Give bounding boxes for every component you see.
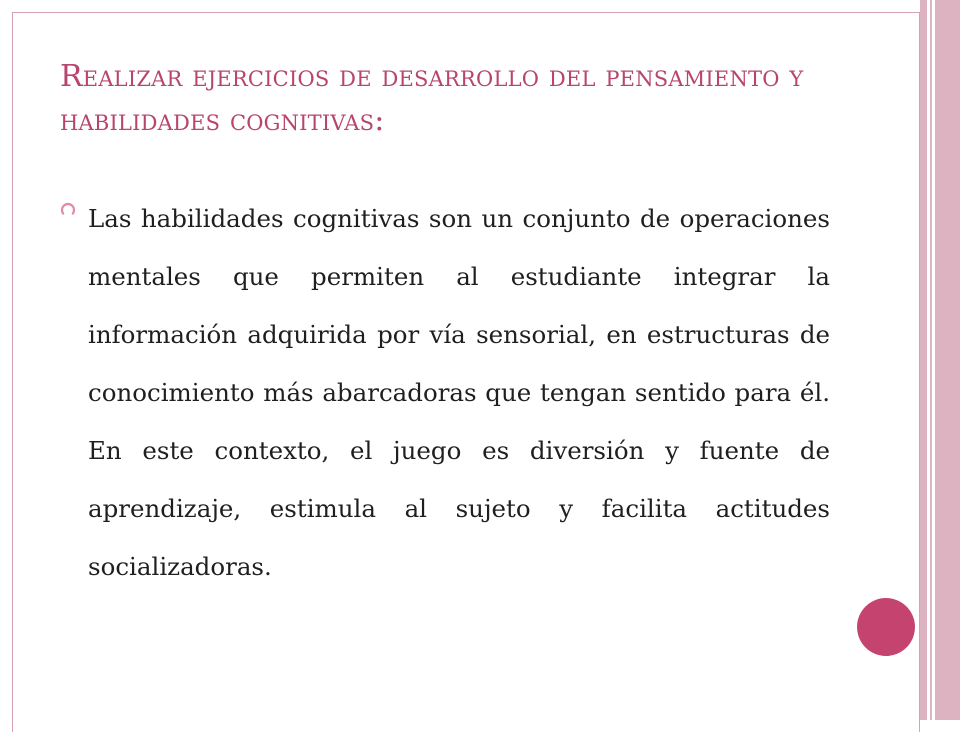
bullet-text: Las habilidades cognitivas son un conjunto de operaciones mentales que permiten al estudiante integrar la información adquirida por vía sensorial, en estructuras de conocimiento más abarcadoras que tengan sentido para él. En este contexto, el juego es diversión y fuente de aprendizaje, estimula al sujeto y facilita actitudes socializadoras. [88, 204, 830, 581]
decorative-stripes [920, 0, 960, 720]
stripe [920, 0, 927, 720]
bullet-icon [60, 201, 76, 217]
decorative-circle [857, 598, 915, 656]
stripe [935, 0, 960, 720]
slide-title: Realizar ejercicios de desarrollo del pensamiento y habilidades cognitivas: [60, 59, 804, 138]
bullet-item [60, 190, 830, 596]
